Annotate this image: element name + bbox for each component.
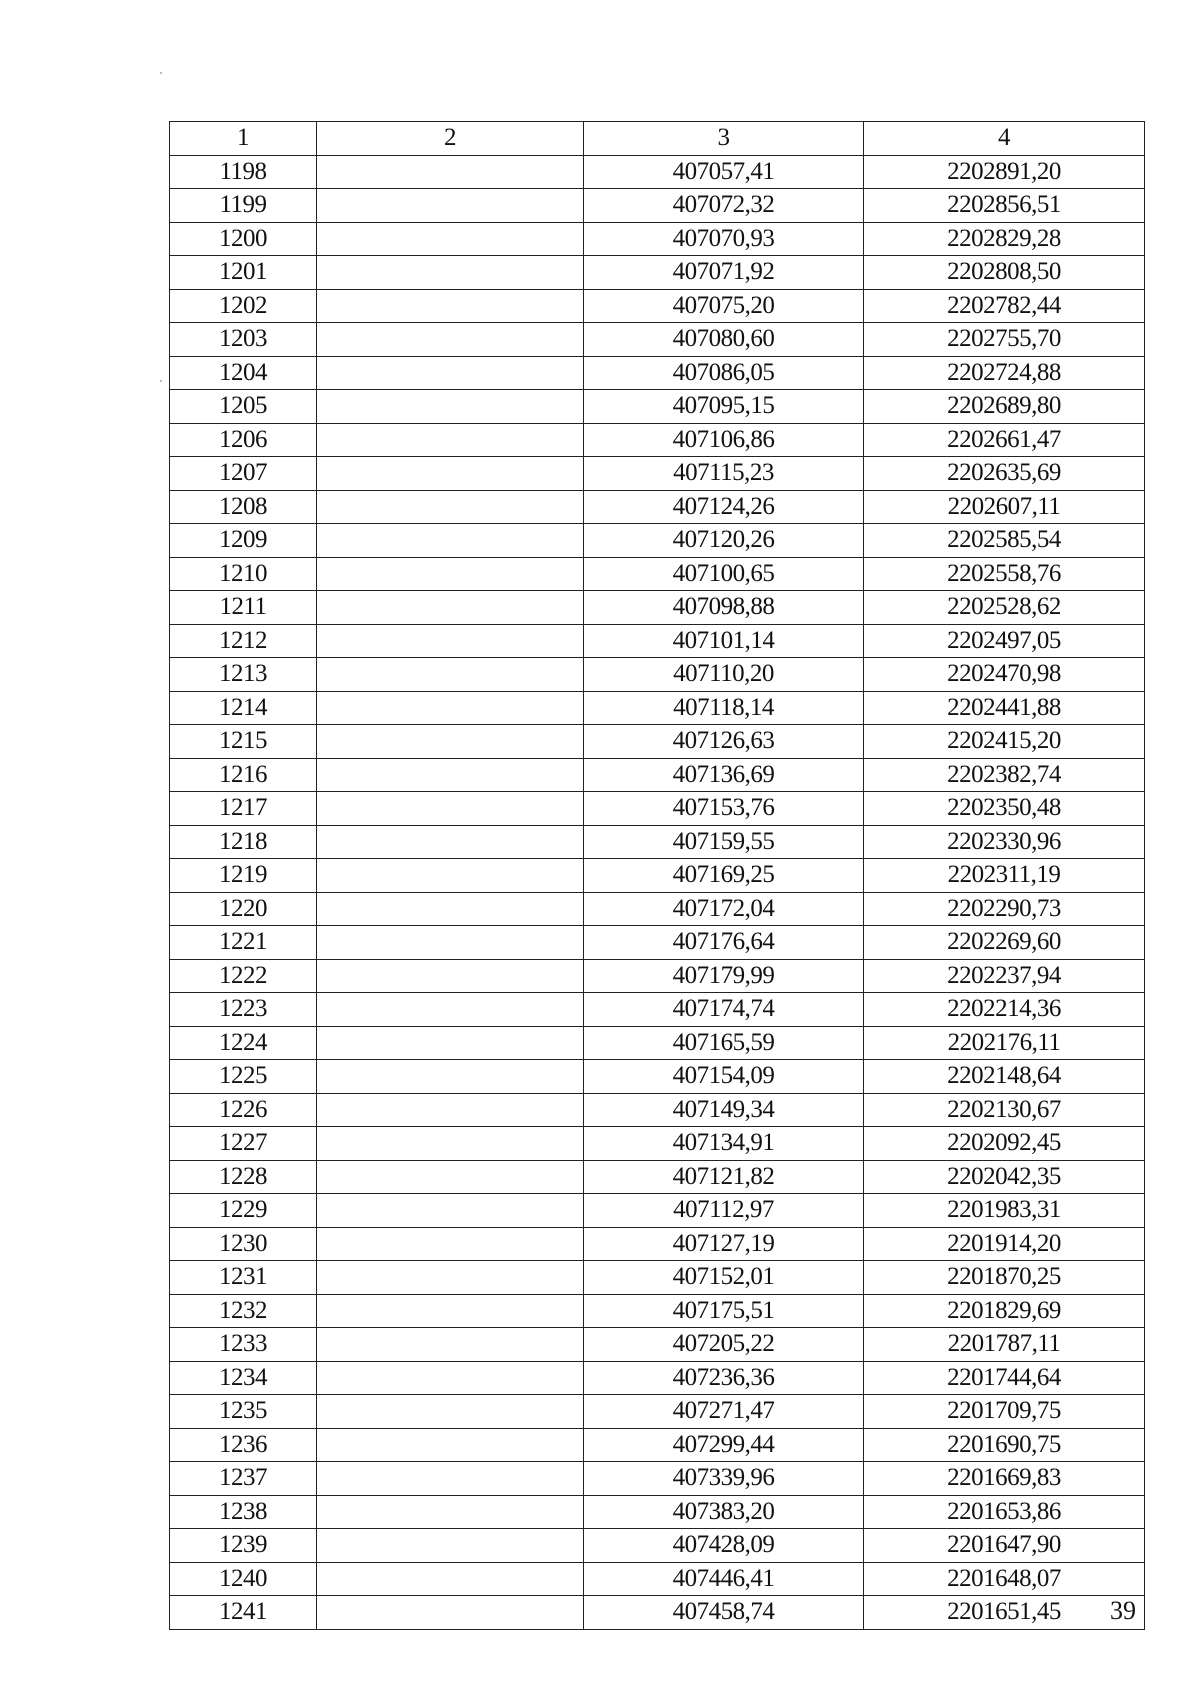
point-number-cell: 1200 xyxy=(170,222,317,256)
y-coordinate-cell: 2202269,60 xyxy=(864,926,1145,960)
x-coordinate-cell: 407101,14 xyxy=(584,624,864,658)
point-number-cell: 1210 xyxy=(170,557,317,591)
point-number-cell: 1217 xyxy=(170,792,317,826)
point-number-cell: 1207 xyxy=(170,457,317,491)
table-row xyxy=(170,725,1145,759)
point-number-cell: 1216 xyxy=(170,758,317,792)
table-row xyxy=(170,1395,1145,1429)
column-2-cell xyxy=(317,1127,584,1161)
x-coordinate-cell: 407126,63 xyxy=(584,725,864,759)
x-coordinate-cell: 407098,88 xyxy=(584,591,864,625)
point-number-cell: 1231 xyxy=(170,1261,317,1295)
point-number-cell: 1220 xyxy=(170,892,317,926)
x-coordinate-cell: 407154,09 xyxy=(584,1060,864,1094)
column-2-cell xyxy=(317,1294,584,1328)
y-coordinate-cell: 2202042,35 xyxy=(864,1160,1145,1194)
table-row xyxy=(170,1529,1145,1563)
column-2-cell xyxy=(317,1194,584,1228)
point-number-cell: 1208 xyxy=(170,490,317,524)
point-number-cell: 1223 xyxy=(170,993,317,1027)
header-cell-1: 1 xyxy=(170,122,317,156)
column-2-cell xyxy=(317,1026,584,1060)
table-row xyxy=(170,524,1145,558)
point-number-cell: 1239 xyxy=(170,1529,317,1563)
x-coordinate-cell: 407446,41 xyxy=(584,1562,864,1596)
point-number-cell: 1230 xyxy=(170,1227,317,1261)
y-coordinate-cell: 2202808,50 xyxy=(864,256,1145,290)
y-coordinate-cell: 2202585,54 xyxy=(864,524,1145,558)
column-2-cell xyxy=(317,323,584,357)
point-number-cell: 1238 xyxy=(170,1495,317,1529)
point-number-cell: 1205 xyxy=(170,390,317,424)
x-coordinate-cell: 407149,34 xyxy=(584,1093,864,1127)
column-2-cell xyxy=(317,1328,584,1362)
table-row xyxy=(170,1428,1145,1462)
x-coordinate-cell: 407124,26 xyxy=(584,490,864,524)
column-2-cell xyxy=(317,1495,584,1529)
x-coordinate-cell: 407100,65 xyxy=(584,557,864,591)
table-row xyxy=(170,624,1145,658)
y-coordinate-cell: 2202176,11 xyxy=(864,1026,1145,1060)
table-row xyxy=(170,758,1145,792)
column-2-cell xyxy=(317,1596,584,1630)
point-number-cell: 1211 xyxy=(170,591,317,625)
x-coordinate-cell: 407134,91 xyxy=(584,1127,864,1161)
x-coordinate-cell: 407236,36 xyxy=(584,1361,864,1395)
x-coordinate-cell: 407176,64 xyxy=(584,926,864,960)
table-row xyxy=(170,289,1145,323)
column-2-cell xyxy=(317,1227,584,1261)
y-coordinate-cell: 2202290,73 xyxy=(864,892,1145,926)
y-coordinate-cell: 2202415,20 xyxy=(864,725,1145,759)
y-coordinate-cell: 2201651,45 xyxy=(864,1596,1145,1630)
y-coordinate-cell: 2202558,76 xyxy=(864,557,1145,591)
y-coordinate-cell: 2202130,67 xyxy=(864,1093,1145,1127)
x-coordinate-cell: 407057,41 xyxy=(584,155,864,189)
table-row xyxy=(170,691,1145,725)
y-coordinate-cell: 2201669,83 xyxy=(864,1462,1145,1496)
column-2-cell xyxy=(317,490,584,524)
point-number-cell: 1199 xyxy=(170,189,317,223)
point-number-cell: 1241 xyxy=(170,1596,317,1630)
point-number-cell: 1213 xyxy=(170,658,317,692)
point-number-cell: 1240 xyxy=(170,1562,317,1596)
x-coordinate-cell: 407159,55 xyxy=(584,825,864,859)
column-2-cell xyxy=(317,658,584,692)
scan-speck xyxy=(160,72,162,74)
y-coordinate-cell: 2201653,86 xyxy=(864,1495,1145,1529)
table-row xyxy=(170,825,1145,859)
column-2-cell xyxy=(317,423,584,457)
x-coordinate-cell: 407153,76 xyxy=(584,792,864,826)
x-coordinate-cell: 407070,93 xyxy=(584,222,864,256)
point-number-cell: 1215 xyxy=(170,725,317,759)
table-header-row xyxy=(170,122,1145,156)
column-2-cell xyxy=(317,1160,584,1194)
y-coordinate-cell: 2202441,88 xyxy=(864,691,1145,725)
x-coordinate-cell: 407080,60 xyxy=(584,323,864,357)
column-2-cell xyxy=(317,1261,584,1295)
y-coordinate-cell: 2202689,80 xyxy=(864,390,1145,424)
column-2-cell xyxy=(317,390,584,424)
table-row xyxy=(170,1261,1145,1295)
y-coordinate-cell: 2202829,28 xyxy=(864,222,1145,256)
y-coordinate-cell: 2201829,69 xyxy=(864,1294,1145,1328)
point-number-cell: 1236 xyxy=(170,1428,317,1462)
column-2-cell xyxy=(317,457,584,491)
table-row xyxy=(170,926,1145,960)
x-coordinate-cell: 407121,82 xyxy=(584,1160,864,1194)
y-coordinate-cell: 2202856,51 xyxy=(864,189,1145,223)
table-row xyxy=(170,1060,1145,1094)
x-coordinate-cell: 407086,05 xyxy=(584,356,864,390)
point-number-cell: 1209 xyxy=(170,524,317,558)
x-coordinate-cell: 407071,92 xyxy=(584,256,864,290)
x-coordinate-cell: 407165,59 xyxy=(584,1026,864,1060)
table-row xyxy=(170,993,1145,1027)
column-2-cell xyxy=(317,1462,584,1496)
point-number-cell: 1229 xyxy=(170,1194,317,1228)
y-coordinate-cell: 2202148,64 xyxy=(864,1060,1145,1094)
x-coordinate-cell: 407136,69 xyxy=(584,758,864,792)
x-coordinate-cell: 407174,74 xyxy=(584,993,864,1027)
y-coordinate-cell: 2201983,31 xyxy=(864,1194,1145,1228)
point-number-cell: 1221 xyxy=(170,926,317,960)
table-row xyxy=(170,189,1145,223)
x-coordinate-cell: 407075,20 xyxy=(584,289,864,323)
x-coordinate-cell: 407110,20 xyxy=(584,658,864,692)
x-coordinate-cell: 407175,51 xyxy=(584,1294,864,1328)
y-coordinate-cell: 2201690,75 xyxy=(864,1428,1145,1462)
x-coordinate-cell: 407179,99 xyxy=(584,959,864,993)
y-coordinate-cell: 2202330,96 xyxy=(864,825,1145,859)
coordinates-table xyxy=(169,121,1145,1630)
table-row xyxy=(170,155,1145,189)
column-2-cell xyxy=(317,993,584,1027)
point-number-cell: 1203 xyxy=(170,323,317,357)
scan-speck xyxy=(160,380,162,382)
x-coordinate-cell: 407152,01 xyxy=(584,1261,864,1295)
x-coordinate-cell: 407339,96 xyxy=(584,1462,864,1496)
y-coordinate-cell: 2202382,74 xyxy=(864,758,1145,792)
x-coordinate-cell: 407205,22 xyxy=(584,1328,864,1362)
y-coordinate-cell: 2202350,48 xyxy=(864,792,1145,826)
x-coordinate-cell: 407072,32 xyxy=(584,189,864,223)
x-coordinate-cell: 407458,74 xyxy=(584,1596,864,1630)
column-2-cell xyxy=(317,1060,584,1094)
column-2-cell xyxy=(317,289,584,323)
x-coordinate-cell: 407169,25 xyxy=(584,859,864,893)
y-coordinate-cell: 2201914,20 xyxy=(864,1227,1145,1261)
column-2-cell xyxy=(317,825,584,859)
point-number-cell: 1227 xyxy=(170,1127,317,1161)
table-row xyxy=(170,356,1145,390)
column-2-cell xyxy=(317,892,584,926)
y-coordinate-cell: 2202092,45 xyxy=(864,1127,1145,1161)
y-coordinate-cell: 2202470,98 xyxy=(864,658,1145,692)
point-number-cell: 1232 xyxy=(170,1294,317,1328)
table-row xyxy=(170,1562,1145,1596)
table-row xyxy=(170,1294,1145,1328)
column-2-cell xyxy=(317,557,584,591)
table-row xyxy=(170,1127,1145,1161)
point-number-cell: 1224 xyxy=(170,1026,317,1060)
x-coordinate-cell: 407095,15 xyxy=(584,390,864,424)
page-number: 39 xyxy=(1110,1596,1136,1625)
column-2-cell xyxy=(317,691,584,725)
point-number-cell: 1226 xyxy=(170,1093,317,1127)
table-row xyxy=(170,1227,1145,1261)
y-coordinate-cell: 2202755,70 xyxy=(864,323,1145,357)
column-2-cell xyxy=(317,356,584,390)
table-row xyxy=(170,557,1145,591)
y-coordinate-cell: 2202782,44 xyxy=(864,289,1145,323)
point-number-cell: 1214 xyxy=(170,691,317,725)
y-coordinate-cell: 2201870,25 xyxy=(864,1261,1145,1295)
column-2-cell xyxy=(317,758,584,792)
point-number-cell: 1222 xyxy=(170,959,317,993)
table-row xyxy=(170,1361,1145,1395)
y-coordinate-cell: 2201647,90 xyxy=(864,1529,1145,1563)
column-2-cell xyxy=(317,959,584,993)
x-coordinate-cell: 407120,26 xyxy=(584,524,864,558)
point-number-cell: 1218 xyxy=(170,825,317,859)
column-2-cell xyxy=(317,1562,584,1596)
table-row xyxy=(170,423,1145,457)
column-2-cell xyxy=(317,926,584,960)
x-coordinate-cell: 407428,09 xyxy=(584,1529,864,1563)
point-number-cell: 1198 xyxy=(170,155,317,189)
y-coordinate-cell: 2201648,07 xyxy=(864,1562,1145,1596)
y-coordinate-cell: 2202891,20 xyxy=(864,155,1145,189)
table-row xyxy=(170,658,1145,692)
x-coordinate-cell: 407172,04 xyxy=(584,892,864,926)
header-cell-4: 4 xyxy=(864,122,1145,156)
point-number-cell: 1234 xyxy=(170,1361,317,1395)
y-coordinate-cell: 2202607,11 xyxy=(864,490,1145,524)
x-coordinate-cell: 407271,47 xyxy=(584,1395,864,1429)
column-2-cell xyxy=(317,725,584,759)
table-row xyxy=(170,390,1145,424)
column-2-cell xyxy=(317,222,584,256)
point-number-cell: 1235 xyxy=(170,1395,317,1429)
table-row xyxy=(170,256,1145,290)
column-2-cell xyxy=(317,1428,584,1462)
point-number-cell: 1233 xyxy=(170,1328,317,1362)
column-2-cell xyxy=(317,1529,584,1563)
x-coordinate-cell: 407115,23 xyxy=(584,457,864,491)
table-row xyxy=(170,959,1145,993)
table-row xyxy=(170,457,1145,491)
point-number-cell: 1201 xyxy=(170,256,317,290)
y-coordinate-cell: 2201787,11 xyxy=(864,1328,1145,1362)
table-row xyxy=(170,591,1145,625)
point-number-cell: 1202 xyxy=(170,289,317,323)
column-2-cell xyxy=(317,155,584,189)
table-body xyxy=(170,155,1145,1629)
header-cell-2: 2 xyxy=(317,122,584,156)
table-row xyxy=(170,1026,1145,1060)
column-2-cell xyxy=(317,591,584,625)
column-2-cell xyxy=(317,524,584,558)
y-coordinate-cell: 2202497,05 xyxy=(864,624,1145,658)
y-coordinate-cell: 2202528,62 xyxy=(864,591,1145,625)
table-row xyxy=(170,859,1145,893)
x-coordinate-cell: 407118,14 xyxy=(584,691,864,725)
point-number-cell: 1204 xyxy=(170,356,317,390)
table-row xyxy=(170,1194,1145,1228)
point-number-cell: 1219 xyxy=(170,859,317,893)
y-coordinate-cell: 2202635,69 xyxy=(864,457,1145,491)
point-number-cell: 1212 xyxy=(170,624,317,658)
column-2-cell xyxy=(317,189,584,223)
y-coordinate-cell: 2202214,36 xyxy=(864,993,1145,1027)
x-coordinate-cell: 407106,86 xyxy=(584,423,864,457)
column-2-cell xyxy=(317,1361,584,1395)
table-row xyxy=(170,1160,1145,1194)
table-row xyxy=(170,892,1145,926)
table-row xyxy=(170,1462,1145,1496)
point-number-cell: 1237 xyxy=(170,1462,317,1496)
y-coordinate-cell: 2201709,75 xyxy=(864,1395,1145,1429)
y-coordinate-cell: 2202661,47 xyxy=(864,423,1145,457)
point-number-cell: 1228 xyxy=(170,1160,317,1194)
header-cell-3: 3 xyxy=(584,122,864,156)
column-2-cell xyxy=(317,792,584,826)
column-2-cell xyxy=(317,624,584,658)
y-coordinate-cell: 2202237,94 xyxy=(864,959,1145,993)
y-coordinate-cell: 2202311,19 xyxy=(864,859,1145,893)
x-coordinate-cell: 407127,19 xyxy=(584,1227,864,1261)
y-coordinate-cell: 2201744,64 xyxy=(864,1361,1145,1395)
table-row xyxy=(170,222,1145,256)
table-row xyxy=(170,1596,1145,1630)
column-2-cell xyxy=(317,256,584,290)
column-2-cell xyxy=(317,1395,584,1429)
point-number-cell: 1206 xyxy=(170,423,317,457)
x-coordinate-cell: 407112,97 xyxy=(584,1194,864,1228)
table-row xyxy=(170,490,1145,524)
table-row xyxy=(170,1093,1145,1127)
x-coordinate-cell: 407299,44 xyxy=(584,1428,864,1462)
x-coordinate-cell: 407383,20 xyxy=(584,1495,864,1529)
table-row xyxy=(170,792,1145,826)
column-2-cell xyxy=(317,1093,584,1127)
table-row xyxy=(170,323,1145,357)
point-number-cell: 1225 xyxy=(170,1060,317,1094)
table-row xyxy=(170,1495,1145,1529)
table-row xyxy=(170,1328,1145,1362)
y-coordinate-cell: 2202724,88 xyxy=(864,356,1145,390)
column-2-cell xyxy=(317,859,584,893)
